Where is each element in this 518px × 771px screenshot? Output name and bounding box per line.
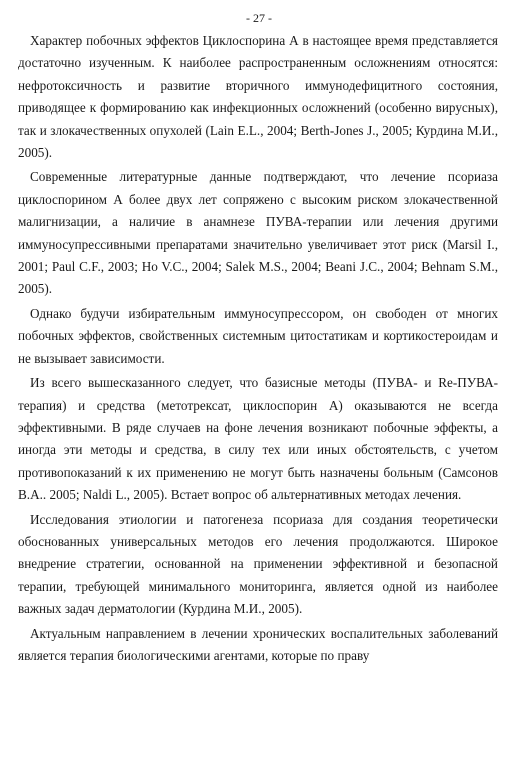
page-number: - 27 -: [246, 11, 272, 25]
paragraph: Актуальным направлением в лечении хронических воспалительных заболеваний является терапия биологическими агентами, которые по праву: [18, 625, 498, 663]
paragraph: Современные литературные данные подтверждают, что лечение псориаза циклоспорином А более двух лет сопряжено с высоким риском злокачественной малигнизации, а наличие в анамнезе ПУВА-терапии или лечения другими иммуносупрессивными препаратами значительно увеличивает этот риск (Marsil I., 2001; Paul C.F., 2003; Ho V.C., 2004; Salek M.S., 2004; Beani J.C., 2004; Behnam S.M., 2005).: [18, 169, 498, 297]
paragraph: Из всего вышесказанного следует, что базисные методы (ПУВА- и Re-ПУВА-терапия) и средства (метотрексат, циклоспорин А) оказываются не всегда эффективными. В ряде случаев на фоне лечения возникают побочные эффекты, а иногда эти методы и средства, в силу тех или иных обстоятельств, с учетом противопоказаний к их применению не могут быть назначены больным (Самсонов В.А.. 2005; Naldi L., 2005). Встает вопрос об альтернативных методах лечения.: [18, 375, 498, 503]
paragraph: Характер побочных эффектов Циклоспорина А в настоящее время представляется достаточно изученным. К наиболее распространенным осложнениям относятся: нефротоксичность и развитие вторичного иммунодефицитного состояния, приводящее к формированию как инфекционных осложнений (особенно вирусных), так и злокачественных опухолей (Lain E.L., 2004; Berth-Jones J., 2005; Курдина М.И., 2005).: [18, 33, 498, 161]
paragraph: Однако будучи избирательным иммуносупрессором, он свободен от многих побочных эффектов, свойственных системным цитостатикам и кортикостероидам и не вызывает зависимости.: [18, 305, 498, 366]
paragraph: Исследования этиологии и патогенеза псориаза для создания теоретически обоснованных универсальных методов его лечения продолжаются. Широкое внедрение стратегии, основанной на применении эффективной и безопасной терапии, требующей минимального мониторинга, является одной из наиболее важных задач дерматологии (Курдина М.И., 2005).: [18, 511, 498, 617]
body-text: [18, 30, 498, 669]
